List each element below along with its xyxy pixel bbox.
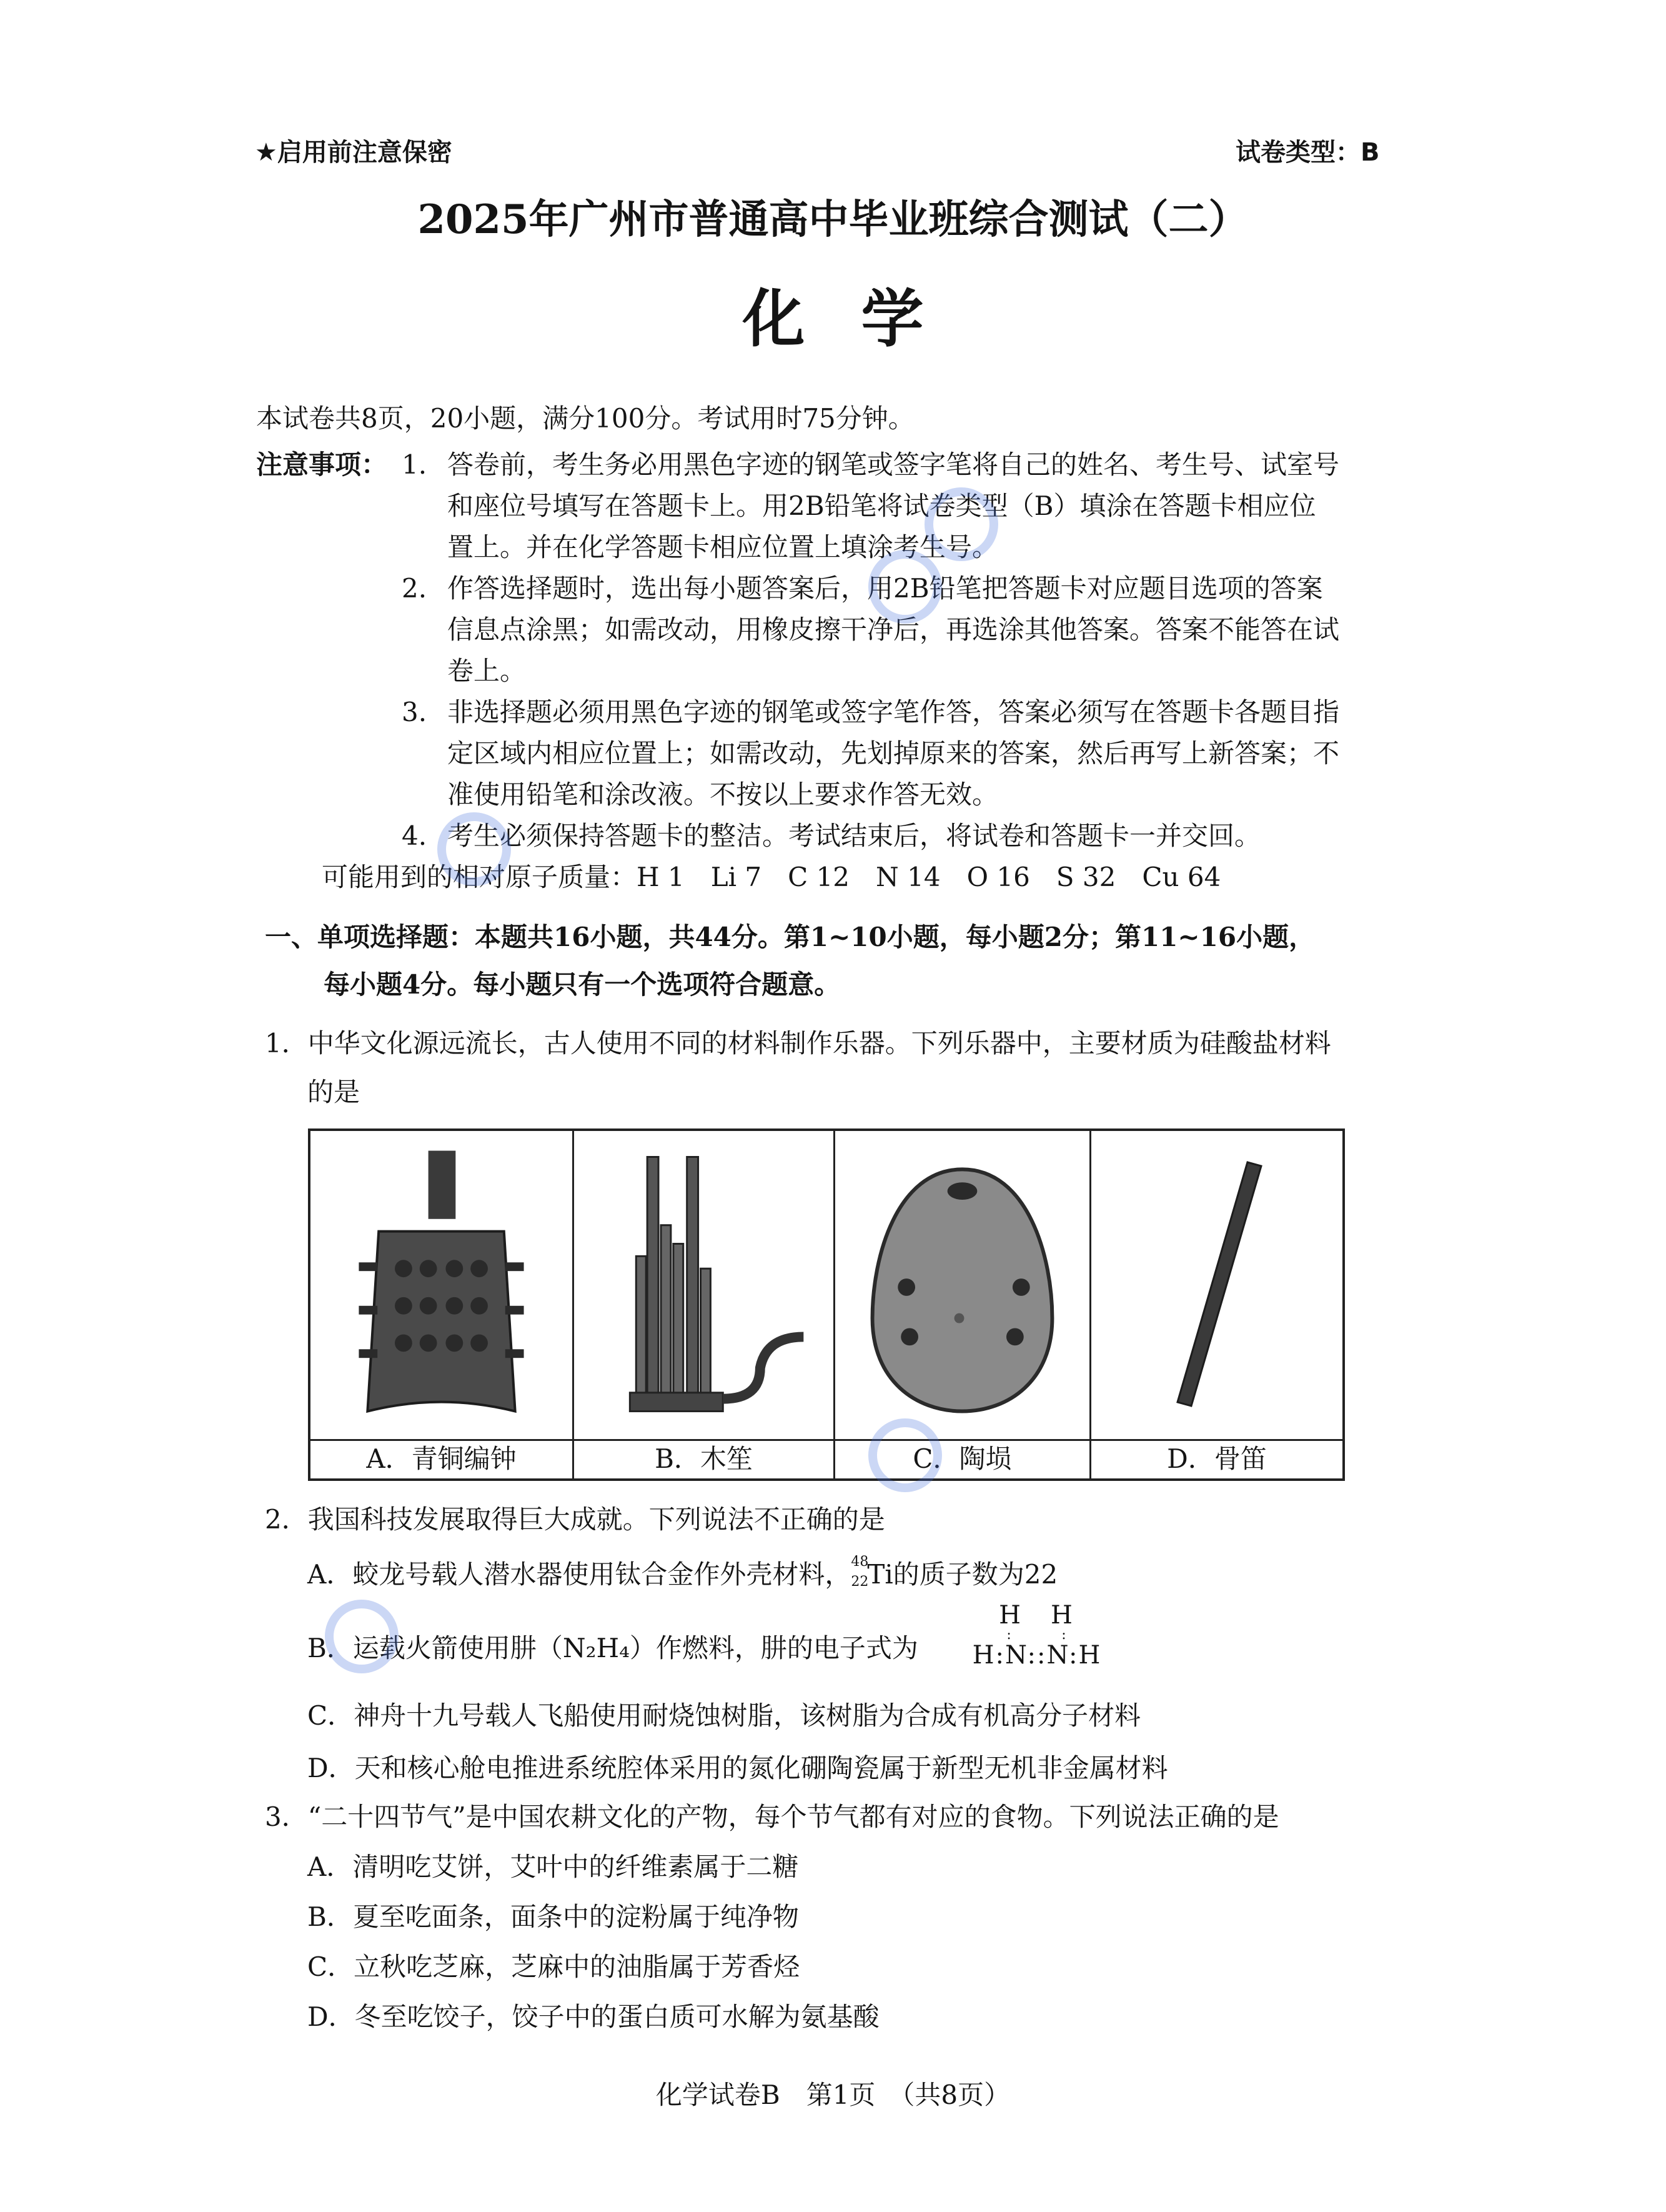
- electron-formula: [956, 1600, 1118, 1671]
- option-b-caption: B．木笙: [574, 1439, 833, 1478]
- question-1-stem: 1．中华文化源远流长，古人使用不同的材料制作乐器。下列乐器中，主要材质为硅酸盐材料: [265, 1028, 1331, 1059]
- note-number: 4.: [402, 820, 427, 851]
- section-heading-cont: 每小题4分。每小题只有一个选项符合题意。: [324, 969, 841, 1000]
- bone-flute-icon: [1091, 1131, 1342, 1441]
- question-3-option-b: B．夏至吃面条，面条中的淀粉属于纯净物: [307, 1901, 799, 1932]
- subject-title: 化学: [742, 282, 980, 356]
- element-symbol: Ti: [867, 1559, 893, 1590]
- note-line: 定区域内相应位置上；如需改动，先划掉原来的答案，然后再写上新答案；不: [447, 738, 1340, 769]
- lone-pair-dots: : :: [1006, 1627, 1090, 1643]
- pottery-xun-icon: [835, 1131, 1089, 1441]
- question-3-option-c: C．立秋吃芝麻，芝麻中的油脂属于芳香烃: [307, 1951, 800, 1982]
- option-a-tail: 的质子数为22: [893, 1559, 1058, 1590]
- question-1-stem-cont: 的是: [307, 1077, 360, 1107]
- question-3-option-d: D．冬至吃饺子，饺子中的蛋白质可水解为氨基酸: [307, 2001, 880, 2032]
- notes-label: 注意事项：: [256, 449, 388, 480]
- nuclide-notation: [851, 1556, 867, 1593]
- question-3-stem: 3．“二十四节气”是中国农耕文化的产物，每个节气都有对应的食物。下列说法正确的是: [265, 1801, 1279, 1832]
- atomic-masses: 可能用到的相对原子质量：H 1 Li 7 C 12 N 14 O 16 S 32 Cu 64: [322, 862, 1221, 892]
- note-number: 3.: [402, 697, 427, 727]
- note-number: 1.: [402, 449, 427, 480]
- note-line: 非选择题必须用黑色字迹的钢笔或签字笔作答，答案必须写在答题卡各题目指: [447, 697, 1340, 727]
- note-line: 置上。并在化学答题卡相应位置上填涂考生号。: [447, 532, 999, 562]
- instrument-image-table: [308, 1128, 1345, 1481]
- note-line: 考生必须保持答题卡的整洁。考试结束后，将试卷和答题卡一并交回。: [447, 820, 1261, 851]
- section-heading: 一、单项选择题：本题共16小题，共44分。第1~10小题，每小题2分；第11~16小题，: [265, 922, 1316, 952]
- note-line: 信息点涂黑；如需改动，用橡皮擦干净后，再选涂其他答案。答案不能答在试: [447, 614, 1340, 645]
- question-2-option-b: B．运载火箭使用肼（N₂H₄）作燃料，肼的电子式为: [307, 1633, 918, 1663]
- option-a-cell: [310, 1131, 574, 1478]
- exam-intro: 本试卷共8页，20小题，满分100分。考试用时75分钟。: [256, 403, 915, 434]
- question-2-option-a: [307, 1556, 1058, 1593]
- note-line: 准使用铅笔和涂改液。不按以上要求作答无效。: [447, 779, 999, 810]
- option-b-cell: [574, 1131, 835, 1478]
- note-line: 答卷前，考生务必用黑色字迹的钢笔或签字笔将自己的姓名、考生号、试室号: [447, 449, 1340, 480]
- option-a-caption: A．青铜编钟: [310, 1439, 572, 1478]
- note-number: 2.: [402, 573, 427, 604]
- option-d-caption: D．骨笛: [1091, 1439, 1342, 1478]
- wooden-sheng-icon: [574, 1131, 833, 1441]
- exam-title: 2025年广州市普通高中毕业班综合测试（二）: [417, 196, 1249, 243]
- option-a-text: A．蛟龙号载人潜水器使用钛合金作外壳材料，: [307, 1559, 851, 1590]
- option-d-cell: [1091, 1131, 1342, 1478]
- note-line: 作答选择题时，选出每小题答案后，用2B铅笔把答题卡对应题目选项的答案: [447, 573, 1323, 604]
- note-line: 和座位号填写在答题卡上。用2B铅笔将试卷类型（B）填涂在答题卡相应位: [447, 491, 1316, 521]
- question-2-option-d: D．天和核心舱电推进系统腔体采用的氮化硼陶瓷属于新型无机非金属材料: [307, 1753, 1168, 1783]
- option-c-cell: [835, 1131, 1091, 1478]
- mass-number: 48: [851, 1554, 869, 1570]
- note-line: 卷上。: [447, 655, 527, 686]
- paper-type-label: 试卷类型：B: [1236, 138, 1380, 167]
- atomic-number: 22: [851, 1574, 869, 1590]
- page-footer: 化学试卷B 第1页 （共8页）: [655, 2080, 1011, 2110]
- bronze-bell-icon: [310, 1131, 572, 1441]
- question-2-option-c: C．神舟十九号载人飞船使用耐烧蚀树脂，该树脂为合成有机高分子材料: [307, 1700, 1141, 1731]
- electron-formula-main: H:N::N:H: [972, 1641, 1102, 1670]
- option-c-caption: C．陶埙: [835, 1439, 1089, 1478]
- question-3-option-a: A．清明吃艾饼，艾叶中的纤维素属于二糖: [307, 1851, 799, 1882]
- electron-formula-top: H H: [999, 1601, 1075, 1630]
- question-2-stem: 2．我国科技发展取得巨大成就。下列说法不正确的是: [265, 1504, 885, 1535]
- confidential-label: ★启用前注意保密: [255, 138, 452, 167]
